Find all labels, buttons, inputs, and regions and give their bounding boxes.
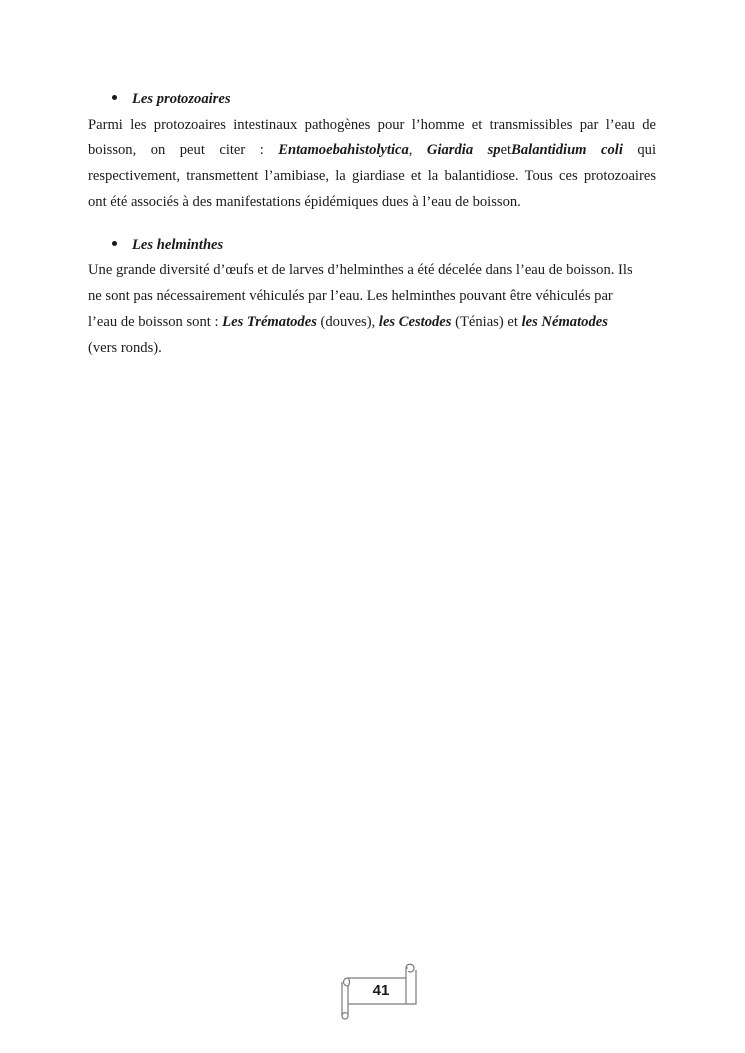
heading-text: Les helminthes [132,237,224,253]
bullet-icon [112,241,117,246]
paragraph-line: respectivement, transmettent l’amibiase, la giardiase et la balantidiose. Tous ces protozoaires [88,168,656,184]
heading-text: Les protozoaires [132,91,231,107]
paragraph-line: (vers ronds). [88,340,162,356]
page-number: 41 [372,982,390,999]
paragraph-line: Une grande diversité d’œufs et de larves d’helminthes a été décelée dans l’eau de boisson. Ils [88,262,633,278]
paragraph-line [88,312,608,332]
heading-helminthes [112,235,223,255]
species-name: Giardia sp [426,142,501,158]
paragraph-line: Parmi les protozoaires intestinaux pathogènes pour l’homme et transmissibles par l’eau de [88,117,656,133]
text-run: l’eau de boisson sont : [88,314,223,330]
text-run: (douves), [316,314,379,330]
text-run: qui [622,142,656,158]
taxon-name: les Nématodes [521,314,608,330]
bullet-icon [112,95,117,100]
paragraph-line: ne sont pas nécessairement véhiculés par l’eau. Les helminthes pouvant être véhiculés par [88,288,613,304]
species-name: Entamoebahistolytica [278,142,409,158]
text-run: boisson, on peut citer : [88,142,279,158]
text-run: , [408,142,427,158]
paragraph-line: ont été associés à des manifestations épidémiques dues à l’eau de boisson. [88,194,521,210]
taxon-name: Les Trématodes [222,314,317,330]
species-name: Balantidium coli [511,142,623,158]
paragraph-line [88,140,656,160]
text-run: et [500,142,512,158]
text-run: (Ténias) et [451,314,522,330]
heading-protozoaires [112,89,231,109]
taxon-name: les Cestodes [378,314,452,330]
